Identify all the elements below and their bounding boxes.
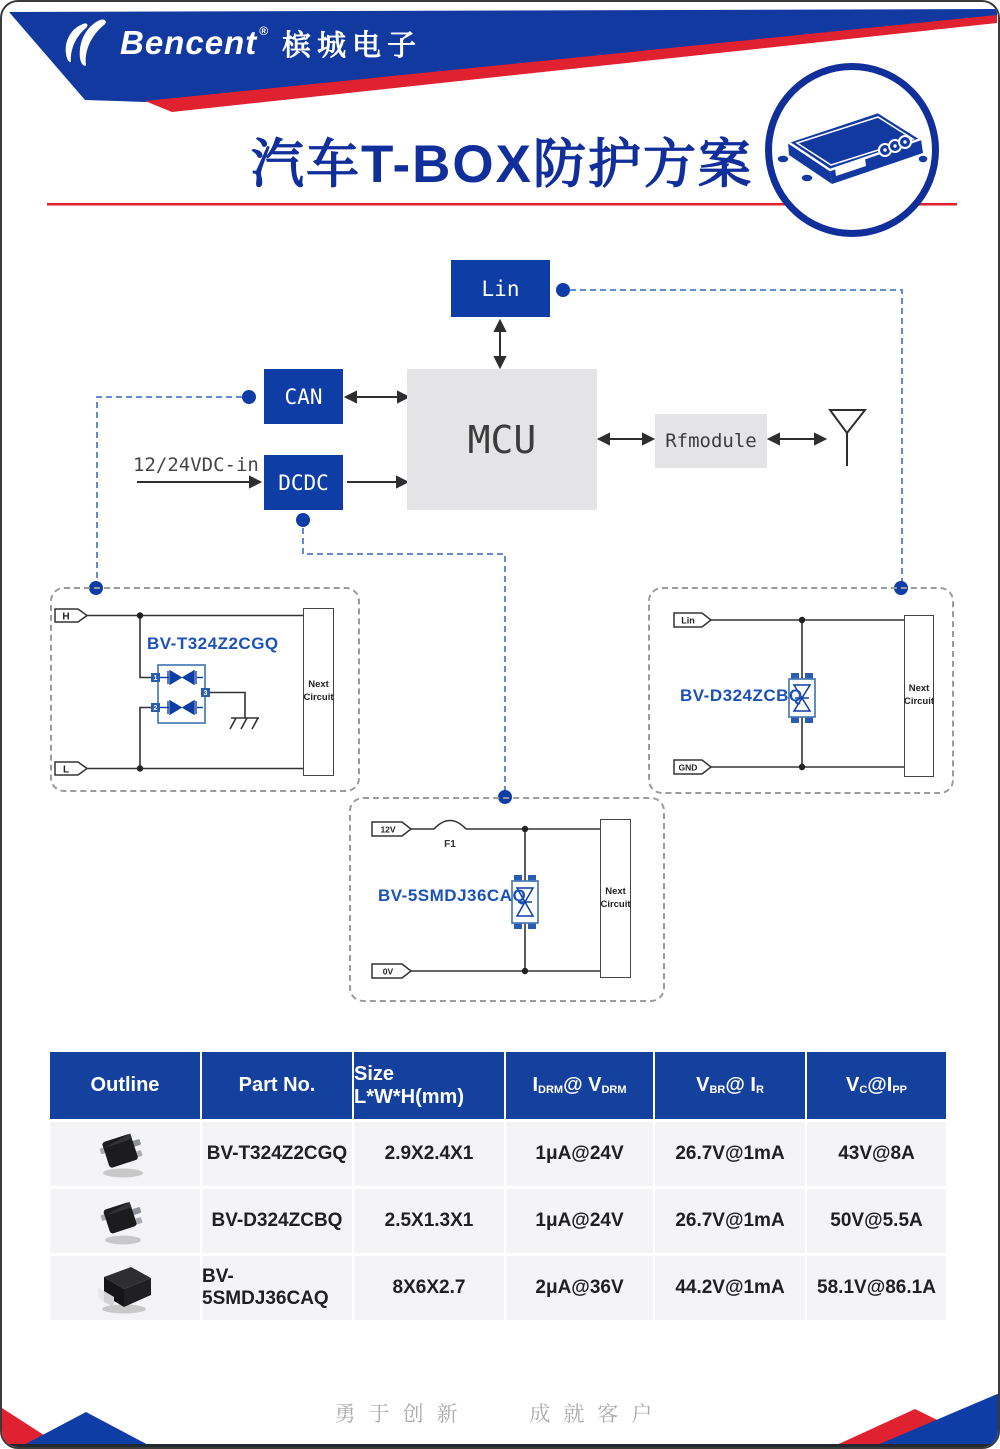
block-can-label: CAN <box>284 384 323 409</box>
idrm-cell: 1μA@24V <box>506 1189 653 1253</box>
block-rfmodule <box>655 414 767 468</box>
size-cell: 2.9X2.4X1 <box>354 1122 504 1186</box>
next-circuit-box <box>600 819 631 978</box>
sot23-chip-icon <box>89 1193 161 1249</box>
sot23-chip-icon <box>89 1126 161 1182</box>
brand-name-cn: 槟城电子 <box>282 29 423 62</box>
col-header-idrm: I $_{DRM}$ @ V $_{DRM}$ <box>506 1052 653 1119</box>
block-mcu <box>407 369 597 510</box>
idrm-cell: 1μA@24V <box>506 1122 653 1186</box>
col-header-vbr: V $_{BR}$ @ I $_R$ <box>655 1052 805 1119</box>
part-label: BV-5SMDJ36CAQ <box>378 886 527 905</box>
pin-number-2: 2 <box>153 705 158 712</box>
vbr-cell: 26.7V@1mA <box>655 1122 805 1186</box>
next-circuit-text: Next <box>605 885 626 897</box>
tbox-badge <box>765 63 939 237</box>
block-lin <box>451 260 550 317</box>
pin-number-3: 3 <box>203 690 208 697</box>
fuse-label: F1 <box>444 839 456 850</box>
block-lin-label: Lin <box>481 276 520 301</box>
vc-cell: 50V@5.5A <box>807 1189 946 1253</box>
next-circuit-text: Circuit <box>600 898 631 910</box>
part-no-cell: BV-T324Z2CGQ <box>202 1122 352 1186</box>
brand-name: Bencent <box>120 24 258 61</box>
page-title: 汽车T-BOX防护方案 <box>251 135 753 194</box>
part-label: BV-D324ZCBQ <box>680 686 803 705</box>
vc-cell: 58.1V@86.1A <box>807 1256 946 1320</box>
tbox-device-icon <box>773 71 931 229</box>
vbr-cell: 44.2V@1mA <box>655 1256 805 1320</box>
slogan-right: 成就客户 <box>529 1403 666 1426</box>
outline-cell <box>50 1189 200 1253</box>
smc-chip-icon <box>89 1260 161 1316</box>
part-no-cell: BV-5SMDJ36CAQ <box>202 1256 352 1320</box>
col-header-outline: Outline <box>50 1052 200 1119</box>
pin-tag-lin: Lin <box>681 615 695 626</box>
pin-number-1: 1 <box>153 675 158 682</box>
part-label: BV-T324Z2CGQ <box>147 634 279 653</box>
spec-table <box>50 1052 947 1320</box>
block-can <box>264 369 343 424</box>
next-circuit-text: Next <box>308 679 329 691</box>
pin-tag-l: L <box>62 764 70 776</box>
vbr-cell: 26.7V@1mA <box>655 1189 805 1253</box>
brand-logo <box>60 18 422 68</box>
bencent-swoosh-icon <box>60 18 114 68</box>
pin-tag-gnd: GND <box>678 762 698 773</box>
pin-tag-12v: 12V <box>380 824 396 835</box>
outline-cell <box>50 1122 200 1186</box>
outline-cell <box>50 1256 200 1320</box>
bottom-bar <box>2 1444 1000 1449</box>
next-circuit-text: Next <box>908 683 930 695</box>
slogan-left: 勇于创新 <box>334 1403 471 1426</box>
pin-tag-0v: 0V <box>382 966 394 977</box>
next-circuit-text: Circuit <box>903 696 935 707</box>
block-mcu-label: MCU <box>467 417 537 462</box>
part-no-cell: BV-D324ZCBQ <box>202 1189 352 1253</box>
block-rfmodule-label: Rfmodule <box>665 430 757 452</box>
idrm-cell: 2μA@36V <box>506 1256 653 1320</box>
next-circuit-box <box>303 608 334 776</box>
size-cell: 2.5X1.3X1 <box>354 1189 504 1253</box>
col-header-part: Part No. <box>202 1052 352 1119</box>
next-circuit-text: Circuit <box>303 692 334 703</box>
dc-input-label: 12/24VDC-in <box>133 454 259 476</box>
footer-slogan <box>2 1398 998 1428</box>
pin-tag-h: H <box>62 611 70 623</box>
size-cell: 8X6X2.7 <box>354 1256 504 1320</box>
col-header-vc: V $_C$ @I $_{PP}$ <box>807 1052 946 1119</box>
next-circuit-box <box>904 615 934 777</box>
block-dcdc <box>264 455 343 510</box>
vc-cell: 43V@8A <box>807 1122 946 1186</box>
col-header-size: Size L*W*H(mm) <box>354 1052 504 1119</box>
antenna-icon <box>830 410 865 466</box>
registered-mark: ® <box>259 24 269 38</box>
block-dcdc-label: DCDC <box>278 470 329 495</box>
